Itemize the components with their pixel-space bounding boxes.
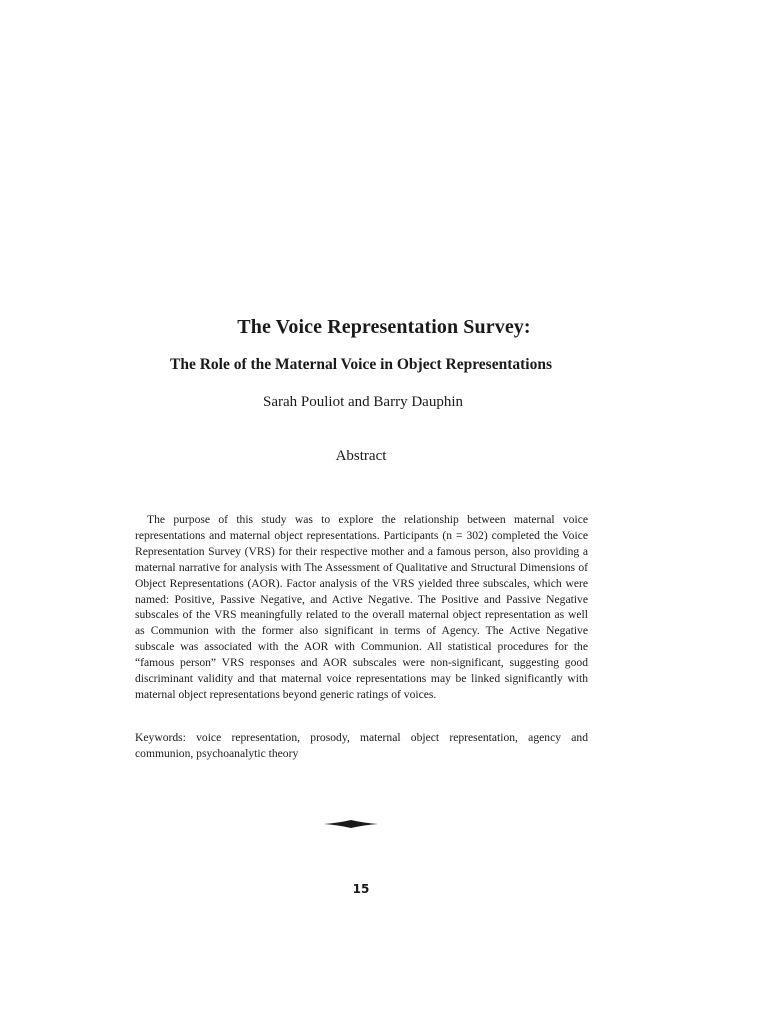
section-divider-ornament-icon [324, 818, 378, 830]
paper-title: The Voice Representation Survey: [237, 316, 531, 338]
page-number: 15 [352, 882, 370, 896]
paper-subtitle: The Role of the Maternal Voice in Object Representations [170, 356, 552, 373]
abstract-body: The purpose of this study was to explore the relationship between maternal voice representations and maternal object representations. Participants (n = 302) completed the Voice Representation Survey (VRS) for their respective mother and a famous person, also providing a maternal narrative for analysis with The Assessment of Qualitative and Structural Dimensions of Object Representations (AOR). Factor analysis of the VRS yielded three subscales, which were named: Positive, Passive Negative, and Active Negative. The Positive and Passive Negative subscales of the VRS meaningfully related to the overall maternal object representation as well as Communion with the former also significant in terms of Agency. The Active Negative subscale was associated with the AOR with Communion. All statistical procedures for the “famous person” VRS responses and AOR subscales were non-significant, suggesting good discriminant validity and that maternal voice representations may be linked significantly with maternal object representations beyond generic ratings of voices. [135, 513, 588, 701]
abstract-heading: Abstract [335, 448, 387, 464]
keywords-paragraph: Keywords: voice representation, prosody, maternal object representation, agency and communion, psychoanalytic theory [135, 731, 588, 760]
paper-authors: Sarah Pouliot and Barry Dauphin [263, 394, 463, 410]
